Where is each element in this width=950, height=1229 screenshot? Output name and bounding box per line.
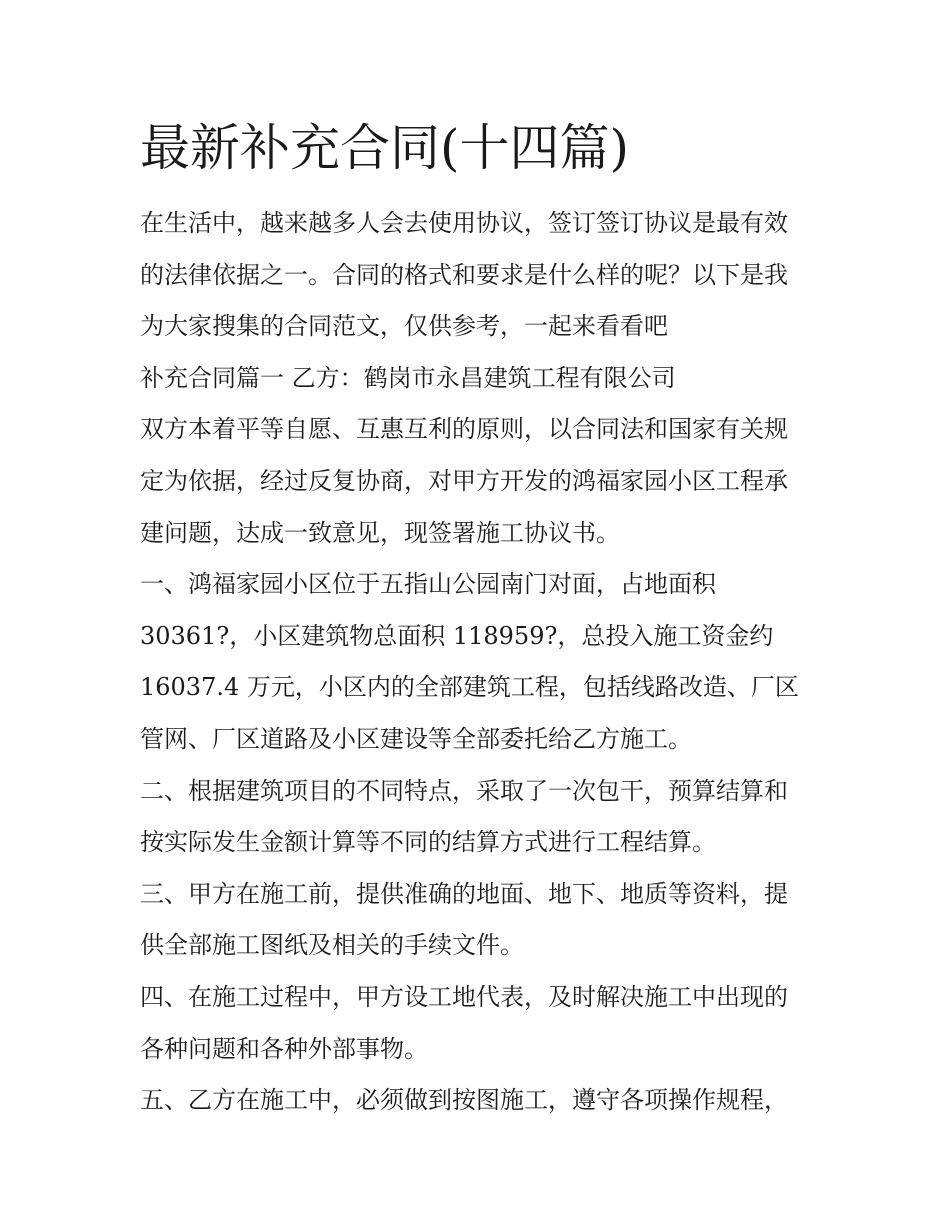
text-line: 在生活中，越来越多人会去使用协议，签订签订协议是最有效 bbox=[140, 209, 788, 237]
text-line: 二、根据建筑项目的不同特点，采取了一次包干，预算结算和 bbox=[140, 776, 788, 805]
text-line: 30361?，小区建筑物总面积 118959?，总投入施工资金约 bbox=[140, 621, 774, 650]
text-line: 管网、厂区道路及小区建设等全部委托给乙方施工。 bbox=[140, 724, 692, 753]
text-line: 双方本着平等自愿、互惠互利的原则，以合同法和国家有关规 bbox=[140, 415, 788, 444]
text-line: 按实际发生金额计算等不同的结算方式进行工程结算。 bbox=[140, 828, 716, 857]
text-line: 的法律依据之一。合同的格式和要求是什么样的呢？以下是我 bbox=[140, 260, 788, 289]
document-title: 最新补充合同(十四篇) bbox=[140, 119, 630, 177]
text-line: 一、鸿福家园小区位于五指山公园南门对面，占地面积 bbox=[140, 570, 716, 599]
text-line: 补充合同篇一 乙方：鹤岗市永昌建筑工程有限公司 bbox=[140, 363, 676, 392]
text-line: 四、在施工过程中，甲方设工地代表，及时解决施工中出现的 bbox=[140, 982, 788, 1011]
text-line: 建问题，达成一致意见，现签署施工协议书。 bbox=[140, 518, 620, 547]
text-line: 各种问题和各种外部事物。 bbox=[140, 1034, 428, 1063]
document-body bbox=[140, 198, 820, 1127]
text-line: 供全部施工图纸及相关的手续文件。 bbox=[140, 931, 524, 960]
text-line: 为大家搜集的合同范文，仅供参考，一起来看看吧 bbox=[140, 312, 668, 341]
text-line: 三、甲方在施工前，提供准确的地面、地下、地质等资料，提 bbox=[140, 879, 788, 908]
text-line: 16037.4 万元，小区内的全部建筑工程，包括线路改造、厂区 bbox=[140, 673, 799, 702]
text-line: 定为依据，经过反复协商，对甲方开发的鸿福家园小区工程承 bbox=[140, 466, 788, 495]
text-line: 五、乙方在施工中，必须做到按图施工，遵守各项操作规程， bbox=[140, 1086, 788, 1115]
